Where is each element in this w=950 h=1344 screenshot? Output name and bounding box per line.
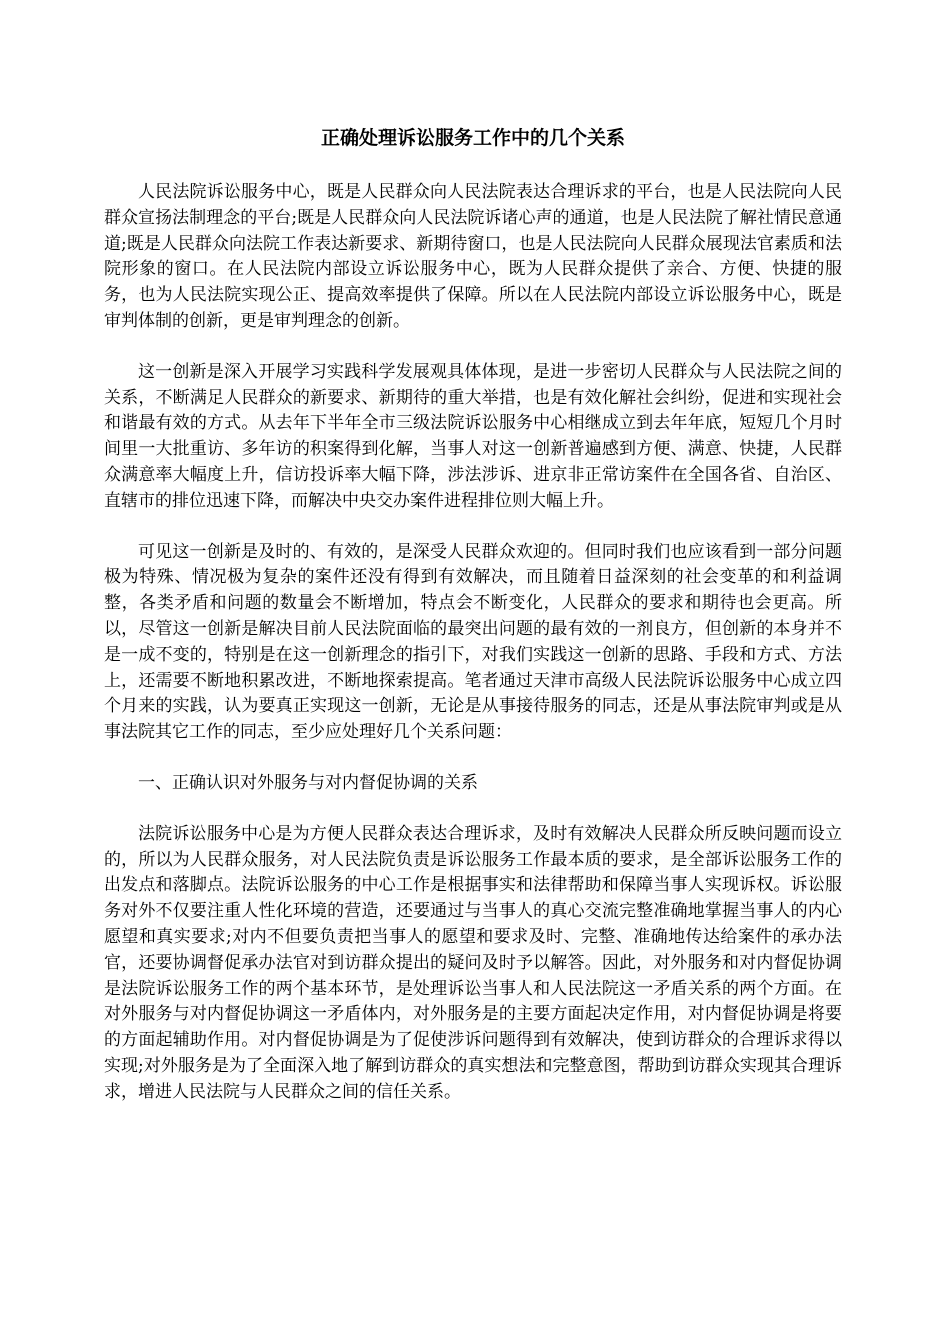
- document-page: [104, 0, 842, 1106]
- body-paragraph: 可见这一创新是及时的、有效的，是深受人民群众欢迎的。但同时我们也应该看到一部分问题极为特殊、情况极为复杂的案件还没有得到有效解决，而且随着日益深刻的社会变革的和利益调整，各类矛盾和问题的数量会不断增加，特点会不断变化，人民群众的要求和期待也会更高。所以，尽管这一创新是解决目前人民法院面临的最突出问题的最有效的一剂良方，但创新的本身并不是一成不变的，特别是在这一创新理念的指引下，对我们实践这一创新的思路、手段和方式、方法上，还需要不断地积累改进，不断地探索提高。笔者通过天津市高级人民法院诉讼服务中心成立四个月来的实践，认为要真正实现这一创新，无论是从事接待服务的同志，还是从事法院审判或是从事法院其它工作的同志，至少应处理好几个关系问题：: [104, 541, 842, 743]
- body-paragraph: 这一创新是深入开展学习实践科学发展观具体体现，是进一步密切人民群众与人民法院之间的关系，不断满足人民群众的新要求、新期待的重大举措，也是有效化解社会纠纷，促进和实现社会和谐最有效的方式。从去年下半年全市三级法院诉讼服务中心相继成立到去年年底，短短几个月时间里一大批重访、多年访的积案得到化解，当事人对这一创新普遍感到方便、满意、快捷，人民群众满意率大幅度上升，信访投诉率大幅下降，涉法涉诉、进京非正常访案件在全国各省、自治区、直辖市的排位迅速下降，而解决中央交办案件进程排位则大幅上升。: [104, 361, 842, 511]
- section-heading: 一、正确认识对外服务与对内督促协调的关系: [138, 772, 478, 793]
- body-paragraph: 法院诉讼服务中心是为方便人民群众表达合理诉求，及时有效解决人民群众所反映问题而设立的，所以为人民群众服务，对人民法院负责是诉讼服务工作最本质的要求，是全部诉讼服务工作的出发点和落脚点。法院诉讼服务的中心工作是根据事实和法律帮助和保障当事人实现诉权。诉讼服务对外不仅要注重人性化环境的营造，还要通过与当事人的真心交流完整准确地掌握当事人的内心愿望和真实要求;对内不但要负责把当事人的愿望和要求及时、完整、准确地传达给案件的承办法官，还要协调督促承办法官对到访群众提出的疑问及时予以解答。因此，对外服务和对内督促协调是法院诉讼服务工作的两个基本环节，是处理诉讼当事人和人民法院这一矛盾关系的两个方面。在对外服务与对内督促协调这一矛盾体内，对外服务是的主要方面起决定作用，对内督促协调是将要的方面起辅助作用。对内督促协调是为了促使涉诉问题得到有效解决，使到访群众的合理诉求得以实现;对外服务是为了全面深入地了解到访群众的真实想法和完整意图，帮助到访群众实现其合理诉求，增进人民法院与人民群众之间的信任关系。: [104, 823, 842, 1102]
- document-title: 正确处理诉讼服务工作中的几个关系: [320, 127, 625, 149]
- body-paragraph: 人民法院诉讼服务中心，既是人民群众向人民法院表达合理诉求的平台，也是人民法院向人民群众宣扬法制理念的平台;既是人民群众向人民法院诉诸心声的通道，也是人民法院了解社情民意通道;既是人民群众向法院工作表达新要求、新期待窗口，也是人民法院向人民群众展现法官素质和法院形象的窗口。在人民法院内部设立诉讼服务中心，既为人民群众提供了亲合、方便、快捷的服务，也为人民法院实现公正、提高效率提供了保障。所以在人民法院内部设立诉讼服务中心，既是审判体制的创新，更是审判理念的创新。: [104, 182, 842, 331]
